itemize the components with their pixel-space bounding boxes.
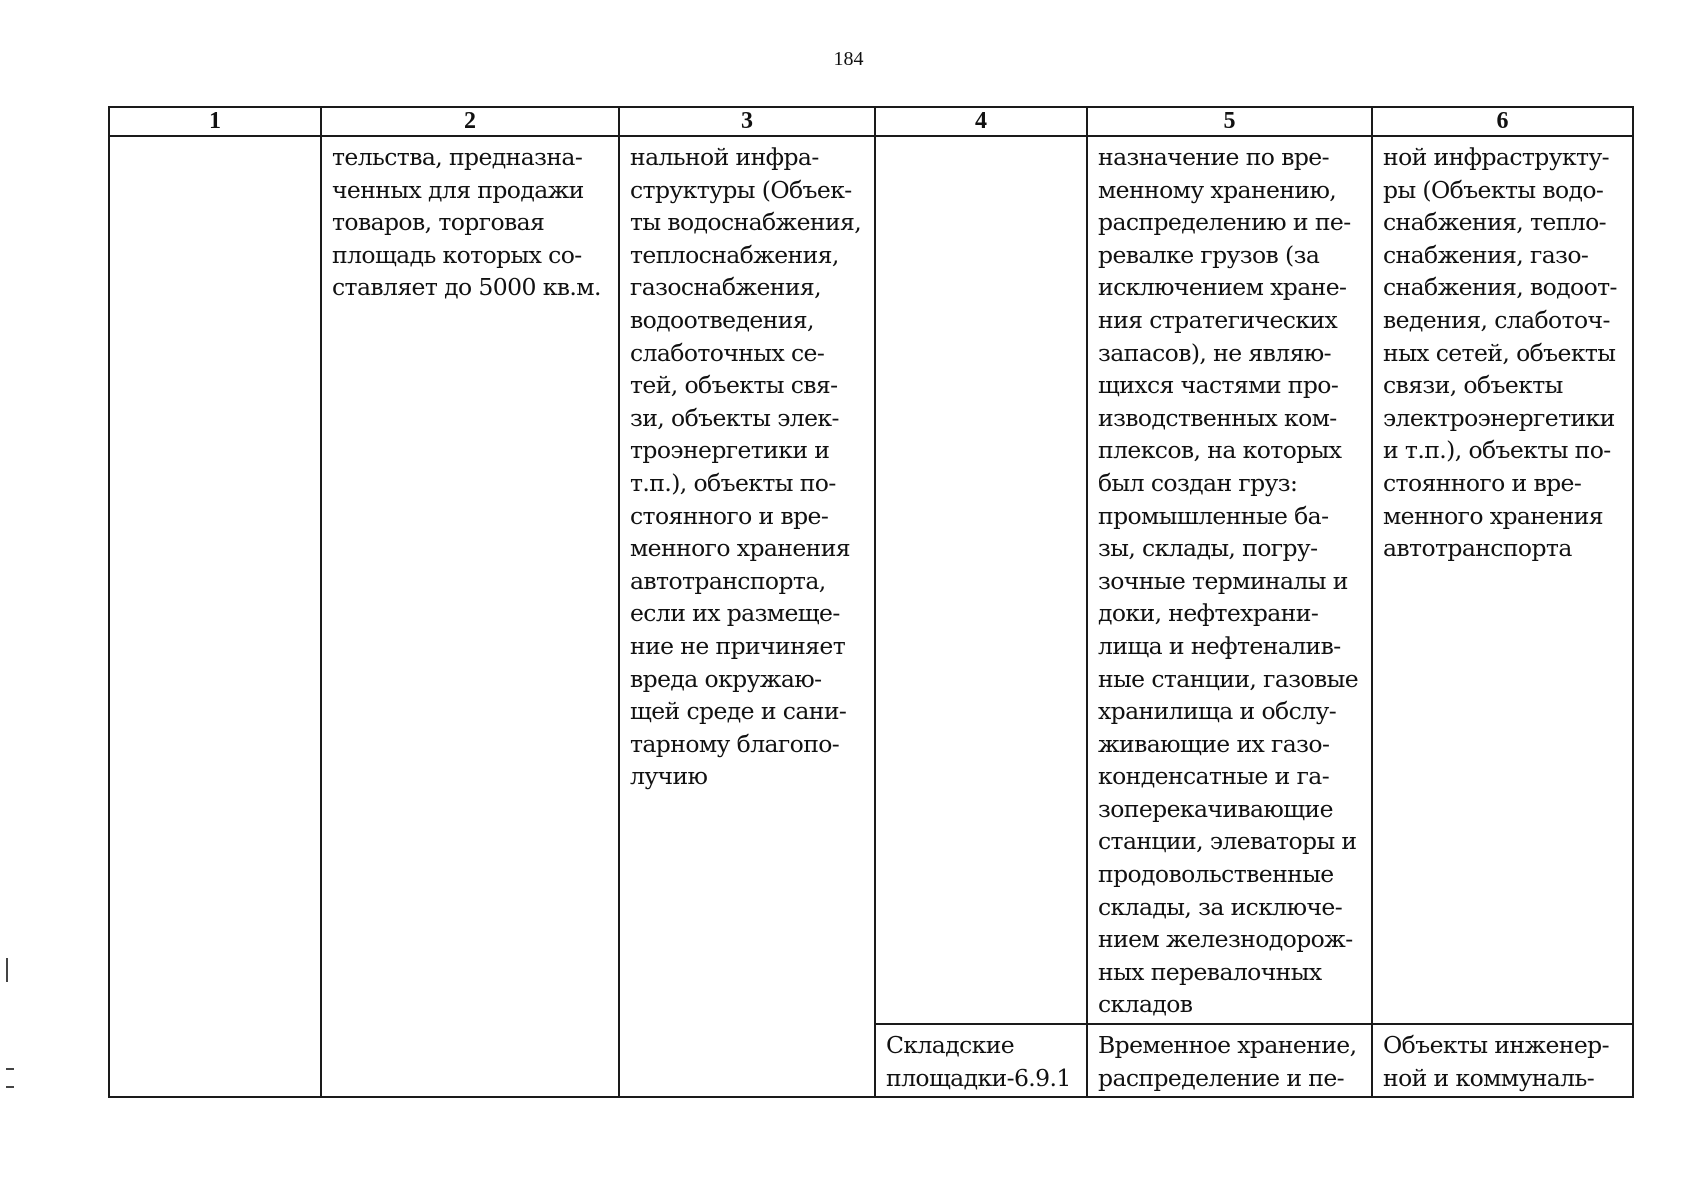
cell-col3	[619, 136, 875, 1097]
scan-margin-mark	[6, 1068, 14, 1070]
page-number: 184	[833, 48, 864, 70]
column-header-4: 4	[875, 107, 1087, 136]
cell-col5	[1087, 136, 1372, 1024]
column-header-2: 2	[321, 107, 619, 136]
zoning-table	[108, 106, 1634, 1098]
cell-next-col5	[1087, 1024, 1372, 1097]
column-header-5: 5	[1087, 107, 1372, 136]
cell-col4-empty	[875, 136, 1087, 1024]
scan-margin-mark	[6, 1086, 14, 1088]
column-header-3: 3	[619, 107, 875, 136]
cell-next-col5-text: Временное хранение, распределение и пе-	[1098, 1031, 1357, 1092]
cell-col3-text: нальной инфра- структуры (Объек- ты водоснабжения, теплоснабжения, газоснабжения, водоотведения, слаботочных се- тей, объекты свя- зи, объекты элек- троэнергетики и т.п.), объекты по- стоянного и вре- менного хранения автотранспорта, если их размеще- ние не причиняет вреда окружаю- щей среде и сани- тарному благопо- лучию	[630, 143, 862, 791]
scan-margin-mark	[6, 958, 8, 982]
cell-next-col4	[875, 1024, 1087, 1097]
table-header-row	[109, 107, 1633, 136]
cell-next-col6	[1372, 1024, 1633, 1097]
cell-next-col4-text: Складские площадки-6.9.1	[886, 1031, 1071, 1092]
cell-col2-text: тельства, предназна- ченных для продажи товаров, торговая площадь которых со- ставляет до 5000 кв.м.	[332, 143, 601, 302]
cell-col5-text: назначение по вре- менному хранению, распределению и пе- ревалке грузов (за исключением хране- ния стратегических запасов), не являю- щихся частями про- изводственных ком- плексов, на которых был создан груз: промышленные ба- зы, склады, погру- зочные терминалы и доки, нефтехрани- лища и нефтеналив- ные станции, газовые хранилища и обслу- живающие их газо- конденсатные и га- зоперекачивающие станции, элеваторы и продовольственные склады, за исключе- нием железнодорож- ных перевалочных складов	[1098, 143, 1359, 1019]
cell-next-col6-text: Объекты инженер- ной и коммуналь-	[1383, 1031, 1609, 1092]
cell-col6	[1372, 136, 1633, 1024]
column-header-1: 1	[109, 107, 321, 136]
table-row	[109, 136, 1633, 1024]
column-header-6: 6	[1372, 107, 1633, 136]
cell-col1-empty	[109, 136, 321, 1097]
cell-col6-text: ной инфраструкту- ры (Объекты водо- снабжения, тепло- снабжения, газо- снабжения, водоот- ведения, слаботоч- ных сетей, объекты связи, объекты электроэнергетики и т.п.), объекты по- стоянного и вре- менного хранения автотранспорта	[1383, 143, 1617, 563]
cell-col2	[321, 136, 619, 1097]
